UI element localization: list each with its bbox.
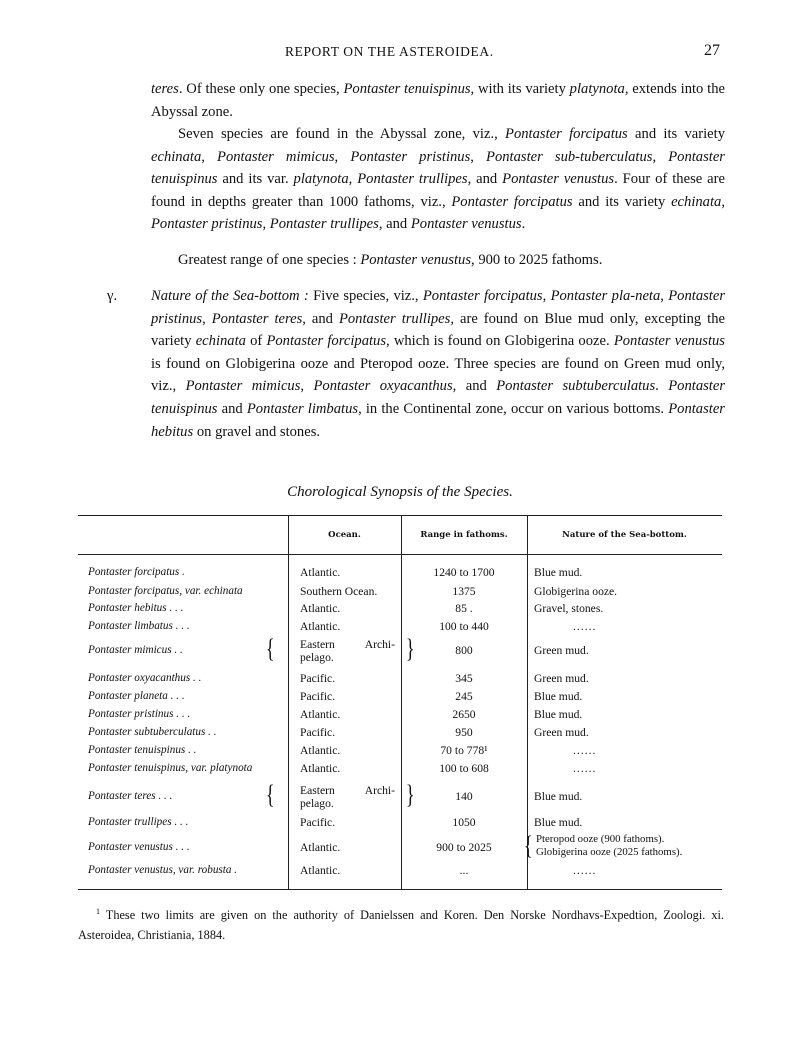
bottom-cell: ......: [573, 620, 597, 633]
bottom-cell: Gravel, stones.: [534, 602, 604, 615]
ocean-cell: Atlantic.: [300, 566, 341, 579]
text-run: Pontaster limbatus: [246, 400, 359, 417]
bottom-cell: Pteropod ooze (900 fathoms).: [536, 833, 665, 845]
text-run: ,: [660, 288, 669, 304]
text-run: Pontaster forcipatus: [505, 126, 628, 142]
text-run: echinata: [671, 193, 722, 210]
ocean-cell: Atlantic.: [300, 841, 341, 854]
ocean-cell: Eastern Archi-pelago.: [300, 638, 395, 664]
text-run: and its variety: [572, 193, 672, 210]
bottom-cell: Green mud.: [534, 672, 589, 685]
bottom-cell: Blue mud.: [534, 566, 583, 579]
ocean-cell: Pacific.: [300, 690, 336, 703]
ocean-cell: Atlantic.: [300, 602, 341, 615]
species-cell: Pontaster forcipatus, var. echinata: [88, 585, 243, 597]
text-run: , with its variety: [470, 81, 570, 97]
text-run: ,: [201, 148, 218, 165]
text-run: Pontaster trullipes: [269, 216, 379, 233]
species-cell: Pontaster pristinus . . .: [88, 708, 191, 720]
bottom-cell: Blue mud.: [534, 790, 583, 803]
species-cell: Pontaster tenuispinus, var. platynota: [88, 762, 253, 774]
text-run: , and: [378, 216, 411, 233]
range-cell: 800: [455, 644, 473, 657]
ocean-cell: Atlantic.: [300, 864, 341, 877]
text-run: is found on Globigerina ooze and Pteropod ooze. Three species are found on Green mud only, viz.,: [151, 355, 725, 395]
range-cell: 2650: [452, 708, 476, 721]
text-run: Pontaster venustus: [502, 171, 615, 188]
text-run: Pontaster venustus: [360, 252, 472, 268]
text-run: , 900 to 2025 fathoms.: [471, 252, 603, 268]
text-run: Pontaster mimicus: [185, 378, 301, 395]
text-run: echinata: [195, 333, 246, 350]
brace-icon: }: [405, 780, 415, 809]
text-run: Pontaster forcipatus: [266, 333, 387, 350]
species-cell: Pontaster subtuberculatus . .: [88, 726, 217, 738]
text-run: and its var.: [217, 171, 294, 188]
text-run: Pontaster subtuberculatus: [496, 378, 656, 395]
text-run: , and: [452, 378, 497, 395]
text-run: .: [521, 216, 526, 233]
range-cell: 345: [455, 672, 473, 685]
text-run: Pontaster teres: [211, 310, 303, 327]
text-run: platynota: [293, 171, 349, 188]
text-run: Pontaster mimicus: [217, 148, 335, 165]
text-run: and: [217, 400, 247, 417]
text-run: Pontaster tenuispinus: [151, 148, 725, 188]
species-cell: Pontaster mimicus . .: [88, 644, 183, 656]
species-cell: Pontaster teres . . .: [88, 790, 173, 802]
bottom-cell: ......: [573, 762, 597, 775]
text-run: ,: [262, 216, 270, 233]
text-run: , in the Continental zone, occur on various bottoms.: [358, 400, 669, 417]
text-run: ,: [334, 148, 351, 165]
text-run: ,: [721, 193, 725, 210]
ocean-cell: Atlantic.: [300, 762, 341, 775]
text-run: . Four of these are found in depths greater than 1000 fathoms, viz.,: [151, 171, 725, 210]
text-run: Pontaster pristinus: [151, 216, 263, 233]
bottom-cell: Blue mud.: [534, 690, 583, 703]
bottom-cell: Blue mud.: [534, 708, 583, 721]
text-run: , extends into the Abyssal zone.: [151, 81, 725, 120]
brace-icon: }: [405, 634, 415, 663]
footnote: [78, 902, 724, 945]
brace-icon: {: [265, 780, 275, 809]
species-cell: Pontaster oxyacanthus . .: [88, 672, 202, 684]
range-cell: 1240 to 1700: [433, 566, 495, 579]
text-run: ,: [470, 148, 487, 165]
page-header: [150, 42, 720, 64]
text-run: , are found on Blue mud only, excepting the variety: [151, 310, 725, 350]
text-run: Five species, viz.,: [308, 288, 423, 304]
bottom-cell: Green mud.: [534, 726, 589, 739]
range-cell: 100 to 440: [439, 620, 489, 633]
text-run: on gravel and stones.: [193, 423, 321, 440]
text-run: ,: [300, 378, 314, 395]
ocean-cell: Atlantic.: [300, 708, 341, 721]
ocean-cell: Pacific.: [300, 726, 336, 739]
section-marker: γ.: [107, 288, 118, 304]
text-run: Pontaster pla-neta: [550, 288, 661, 304]
text-run: , and: [302, 310, 339, 327]
ocean-cell: Southern Ocean.: [300, 585, 378, 598]
header-ocean: Ocean.: [328, 530, 361, 540]
chorological-table: [78, 515, 722, 890]
text-run: echinata: [151, 148, 202, 165]
range-cell: 100 to 608: [439, 762, 489, 775]
text-run: of: [245, 333, 267, 350]
bottom-cell: ......: [573, 864, 597, 877]
text-run: Pontaster trullipes: [338, 310, 451, 327]
text-run: and its variety: [627, 126, 726, 142]
text-run: platynota: [569, 81, 625, 97]
running-title: REPORT ON THE ASTEROIDEA.: [285, 44, 494, 59]
header-range: Range in fathoms.: [420, 530, 508, 540]
paragraph-1: [151, 78, 725, 123]
text-run: Greatest range of one species :: [178, 252, 361, 268]
text-run: .: [655, 378, 669, 395]
range-cell: 70 to 778¹: [440, 744, 488, 757]
ocean-cell: Eastern Archi-pelago.: [300, 784, 395, 810]
text-run: Pontaster pristinus: [350, 148, 471, 165]
text-run: Pontaster venustus: [613, 333, 725, 350]
range-cell: 950: [455, 726, 473, 739]
text-run: teres: [151, 81, 179, 97]
text-run: ,: [202, 310, 212, 327]
bottom-cell: Green mud.: [534, 644, 589, 657]
species-cell: Pontaster forcipatus .: [88, 566, 185, 578]
brace-icon: {: [523, 831, 533, 860]
species-cell: Pontaster venustus, var. robusta .: [88, 864, 238, 876]
text-run: . Of these only one species,: [178, 81, 344, 97]
footnote-text: These two limits are given on the authority of Danielssen and Koren. Den Norske Nordhavs-Expedtion, Zoologi. xi. Asteroidea, Christiania, 1884.: [78, 908, 724, 943]
species-cell: Pontaster limbatus . . .: [88, 620, 190, 632]
text-run: ,: [542, 288, 551, 304]
paragraph-3: [151, 249, 725, 272]
header-bottom: Nature of the Sea-bottom.: [562, 530, 687, 540]
text-run: , which is found on Globigerina ooze.: [386, 333, 614, 350]
text-run: ,: [348, 171, 358, 188]
paragraph-2: [151, 123, 725, 236]
text-run: ,: [652, 148, 669, 165]
range-cell: 1050: [452, 816, 476, 829]
text-run: Pontaster forcipatus: [451, 193, 573, 210]
species-cell: Pontaster venustus . . .: [88, 841, 190, 853]
species-cell: Pontaster tenuispinus . .: [88, 744, 197, 756]
footnote-mark: 1: [96, 907, 100, 916]
bottom-cell: Globigerina ooze (2025 fathoms).: [536, 846, 683, 858]
bottom-cell: Globigerina ooze.: [534, 585, 618, 598]
range-cell: 245: [455, 690, 473, 703]
text-run: Pontaster tenuispinus: [151, 378, 726, 417]
species-cell: Pontaster planeta . . .: [88, 690, 185, 702]
table-caption: Chorological Synopsis of the Species.: [287, 484, 513, 500]
species-cell: Pontaster hebitus . . .: [88, 602, 184, 614]
text-run: Pontaster forcipatus: [422, 288, 543, 304]
ocean-cell: Pacific.: [300, 816, 336, 829]
ocean-cell: Atlantic.: [300, 744, 341, 757]
brace-icon: {: [265, 634, 275, 663]
bottom-cell: ......: [573, 744, 597, 757]
range-cell: 140: [455, 790, 473, 803]
ocean-cell: Atlantic.: [300, 620, 341, 633]
text-run: Pontaster hebitus: [151, 400, 725, 440]
range-cell: 85 .: [455, 602, 473, 615]
range-cell: 1375: [452, 585, 476, 598]
text-run: Pontaster oxyacanthus: [313, 378, 453, 395]
text-run: Nature of the Sea-bottom :: [151, 288, 309, 304]
text-run: Seven species are found in the Abyssal zone, viz.,: [178, 126, 506, 142]
text-run: Pontaster tenuispinus: [343, 81, 471, 97]
text-run: Pontaster sub-tuberculatus: [486, 148, 653, 165]
text-run: Pontaster venustus: [410, 216, 522, 233]
text-run: , and: [467, 171, 503, 188]
bottom-cell: Blue mud.: [534, 816, 583, 829]
text-run: Pontaster trullipes: [357, 171, 468, 188]
species-cell: Pontaster trullipes . . .: [88, 816, 189, 828]
range-cell: ...: [459, 864, 469, 877]
page-number: 27: [704, 42, 720, 59]
text-run: Pontaster pristinus: [151, 288, 726, 327]
paragraph-sea-bottom: [107, 285, 726, 443]
range-cell: 900 to 2025: [436, 841, 492, 854]
ocean-cell: Pacific.: [300, 672, 336, 685]
